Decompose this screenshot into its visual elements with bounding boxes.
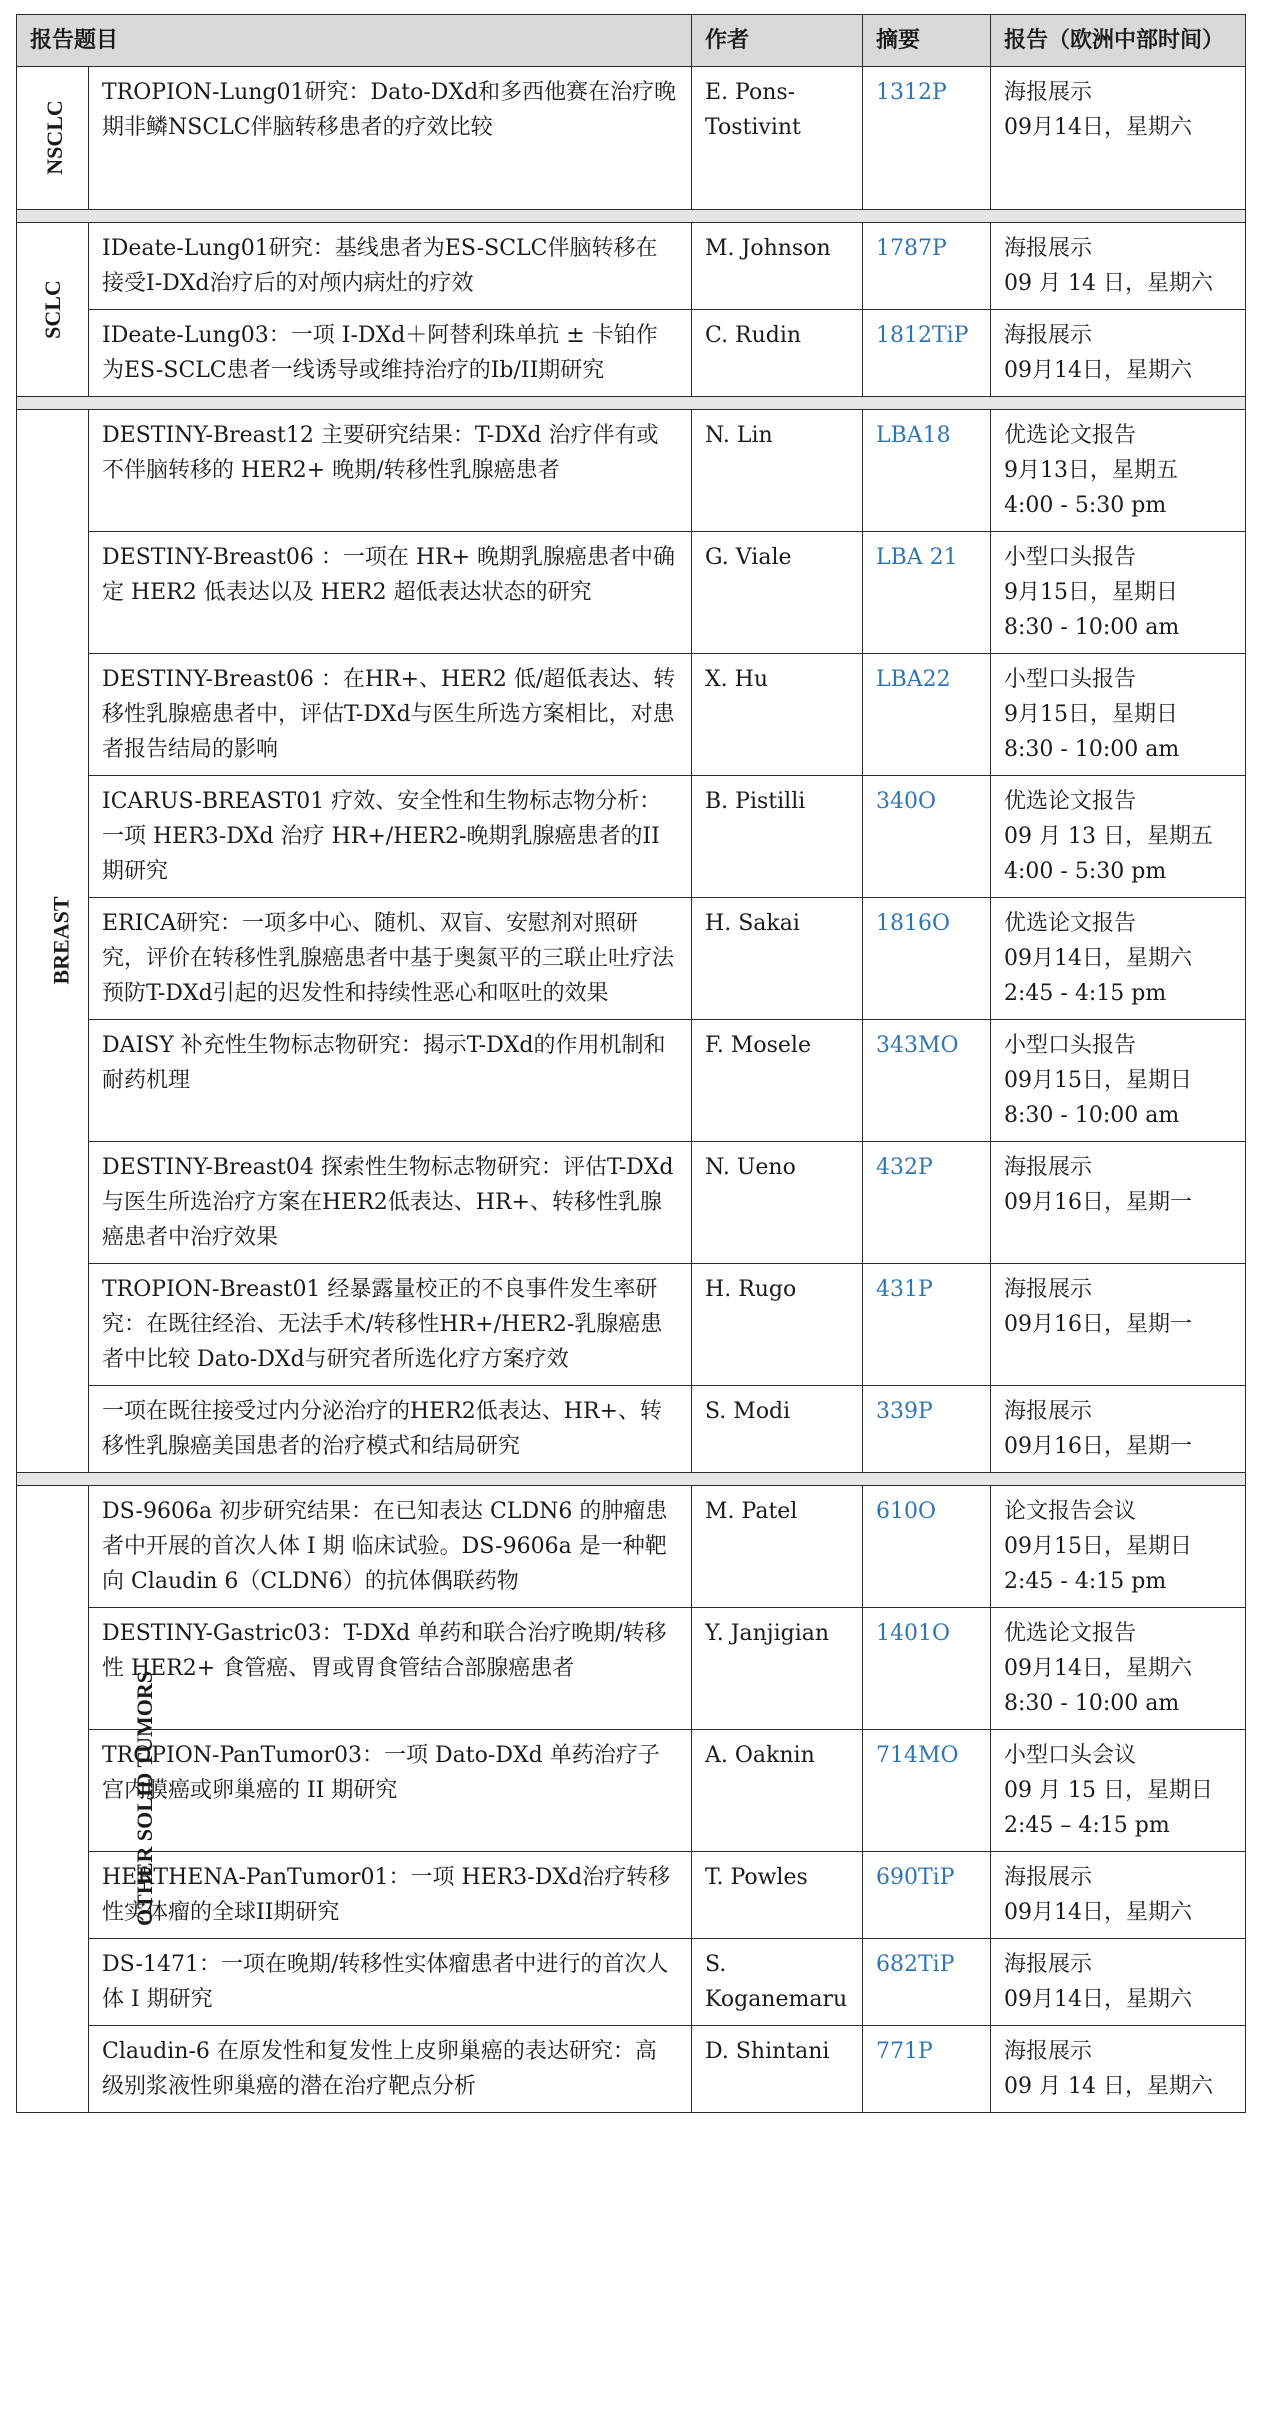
presentation-table — [16, 14, 1246, 2113]
report-line: 09月16日，星期一 — [1004, 1190, 1193, 1215]
report-line: 9月13日，星期五 — [1004, 458, 1179, 483]
report-info — [991, 2026, 1246, 2113]
report-line: 09月15日，星期日 — [1004, 1534, 1193, 1559]
report-title: DESTINY-Breast06 ：一项在 HR+ 晚期乳腺癌患者中确定 HER2 低表达以及 HER2 超低表达状态的研究 — [89, 532, 692, 654]
abstract-link[interactable]: LBA18 — [863, 410, 991, 532]
author-name: T. Powles — [692, 1852, 863, 1939]
group-spacer-row — [17, 210, 1246, 223]
report-title: Claudin-6 在原发性和复发性上皮卵巢癌的表达研究：高级别浆液性卵巢癌的潜在治疗靶点分析 — [89, 2026, 692, 2113]
author-name: C. Rudin — [692, 310, 863, 397]
report-line: 海报展示 — [1004, 323, 1093, 348]
report-title: DESTINY-Gastric03：T-DXd 单药和联合治疗晚期/转移性 HER2+ 食管癌、胃或胃食管结合部腺癌患者 — [89, 1608, 692, 1730]
table-row — [17, 1852, 1246, 1939]
report-title: TROPION-Lung01研究：Dato-DXd和多西他赛在治疗晚期非鳞NSCLC伴脑转移患者的疗效比较 — [89, 67, 692, 210]
report-line: 海报展示 — [1004, 1277, 1093, 1302]
abstract-link[interactable]: 339P — [863, 1386, 991, 1473]
author-name: E. Pons-Tostivint — [692, 67, 863, 210]
report-info — [991, 532, 1246, 654]
abstract-link[interactable]: 610O — [863, 1486, 991, 1608]
group-label-cell — [17, 223, 89, 397]
report-line: 2:45 – 4:15 pm — [1004, 1813, 1170, 1838]
report-line: 海报展示 — [1004, 1155, 1093, 1180]
abstract-link[interactable]: 1787P — [863, 223, 991, 310]
report-title: DS-9606a 初步研究结果：在已知表达 CLDN6 的肿瘤患者中开展的首次人体 I 期 临床试验。DS-9606a 是一种靶向 Claudin 6（CLDN6）的抗体偶联药物 — [89, 1486, 692, 1608]
report-title: IDeate-Lung01研究：基线患者为ES-SCLC伴脑转移在接受I-DXd治疗后的对颅内病灶的疗效 — [89, 223, 692, 310]
group-spacer-row — [17, 1473, 1246, 1486]
header-report: 报告（欧洲中部时间） — [991, 15, 1246, 67]
report-line: 优选论文报告 — [1004, 911, 1137, 936]
abstract-link[interactable]: 340O — [863, 776, 991, 898]
author-name: Y. Janjigian — [692, 1608, 863, 1730]
report-title: 一项在既往接受过内分泌治疗的HER2低表达、HR+、转移性乳腺癌美国患者的治疗模式和结局研究 — [89, 1386, 692, 1473]
author-name: S. Koganemaru — [692, 1939, 863, 2026]
header-title: 报告题目 — [17, 15, 692, 67]
group-spacer-row — [17, 397, 1246, 410]
author-name: N. Ueno — [692, 1142, 863, 1264]
report-line: 9月15日，星期日 — [1004, 702, 1179, 727]
table-row — [17, 1020, 1246, 1142]
report-line: 09月14日，星期六 — [1004, 358, 1193, 383]
report-line: 4:00 - 5:30 pm — [1004, 493, 1167, 518]
report-info — [991, 310, 1246, 397]
report-line: 小型口头报告 — [1004, 667, 1137, 692]
author-name: D. Shintani — [692, 2026, 863, 2113]
report-line: 09月16日，星期一 — [1004, 1312, 1193, 1337]
group-label: BREAST — [48, 896, 74, 985]
report-info — [991, 1264, 1246, 1386]
report-line: 优选论文报告 — [1004, 423, 1137, 448]
report-line: 8:30 - 10:00 am — [1004, 615, 1180, 640]
report-info — [991, 67, 1246, 210]
report-info — [991, 776, 1246, 898]
report-line: 8:30 - 10:00 am — [1004, 1103, 1180, 1128]
report-line: 海报展示 — [1004, 2039, 1093, 2064]
group-label: SCLC — [40, 279, 65, 339]
abstract-link[interactable]: 690TiP — [863, 1852, 991, 1939]
report-line: 9月15日，星期日 — [1004, 580, 1179, 605]
abstract-link[interactable]: 1812TiP — [863, 310, 991, 397]
report-title: TROPION-PanTumor03：一项 Dato-DXd 单药治疗子宫内膜癌或卵巢癌的 II 期研究 — [89, 1730, 692, 1852]
header-abstract: 摘要 — [863, 15, 991, 67]
report-line: 海报展示 — [1004, 80, 1093, 105]
report-info — [991, 1852, 1246, 1939]
author-name: M. Patel — [692, 1486, 863, 1608]
table-row — [17, 310, 1246, 397]
group-label: OTHER SOLID TUMORS — [132, 1670, 158, 1927]
author-name: X. Hu — [692, 654, 863, 776]
report-line: 小型口头会议 — [1004, 1743, 1137, 1768]
author-name: F. Mosele — [692, 1020, 863, 1142]
report-title: DESTINY-Breast06 ：在HR+、HER2 低/超低表达、转移性乳腺癌患者中，评估T-DXd与医生所选方案相比，对患者报告结局的影响 — [89, 654, 692, 776]
abstract-link[interactable]: 1312P — [863, 67, 991, 210]
report-line: 2:45 - 4:15 pm — [1004, 981, 1167, 1006]
table-row — [17, 410, 1246, 532]
report-line: 09 月 13 日，星期五 — [1004, 824, 1213, 849]
report-line: 2:45 - 4:15 pm — [1004, 1569, 1167, 1594]
report-line: 09 月 14 日，星期六 — [1004, 271, 1213, 296]
report-line: 09 月 14 日，星期六 — [1004, 2074, 1213, 2099]
report-line: 论文报告会议 — [1004, 1499, 1137, 1524]
abstract-link[interactable]: LBA22 — [863, 654, 991, 776]
report-info — [991, 654, 1246, 776]
report-line: 优选论文报告 — [1004, 789, 1137, 814]
table-row — [17, 1939, 1246, 2026]
table-row — [17, 67, 1246, 210]
table-row — [17, 1486, 1246, 1608]
group-label: NSCLC — [41, 100, 67, 175]
table-row — [17, 776, 1246, 898]
report-line: 8:30 - 10:00 am — [1004, 737, 1180, 762]
report-title: DESTINY-Breast12 主要研究结果：T-DXd 治疗伴有或不伴脑转移的 HER2+ 晚期/转移性乳腺癌患者 — [89, 410, 692, 532]
report-line: 小型口头报告 — [1004, 545, 1137, 570]
report-info — [991, 223, 1246, 310]
abstract-link[interactable]: 1816O — [863, 898, 991, 1020]
author-name: H. Rugo — [692, 1264, 863, 1386]
table-row — [17, 1142, 1246, 1264]
report-line: 09月16日，星期一 — [1004, 1434, 1193, 1459]
report-line: 优选论文报告 — [1004, 1621, 1137, 1646]
abstract-link[interactable]: 714MO — [863, 1730, 991, 1852]
report-info — [991, 1486, 1246, 1608]
abstract-link[interactable]: 1401O — [863, 1608, 991, 1730]
abstract-link[interactable]: 343MO — [863, 1020, 991, 1142]
table-row — [17, 1730, 1246, 1852]
report-line: 09月14日，星期六 — [1004, 1987, 1193, 2012]
report-title: DS-1471：一项在晚期/转移性实体瘤患者中进行的首次人体 I 期研究 — [89, 1939, 692, 2026]
report-line: 海报展示 — [1004, 236, 1093, 261]
group-label-cell — [17, 1486, 158, 2113]
report-info — [991, 410, 1246, 532]
group-label-cell — [17, 67, 89, 210]
author-name: S. Modi — [692, 1386, 863, 1473]
report-line: 09月14日，星期六 — [1004, 1656, 1193, 1681]
report-info — [991, 898, 1246, 1020]
report-title: TROPION-Breast01 经暴露量校正的不良事件发生率研究：在既往经治、无法手术/转移性HR+/HER2-乳腺癌患者中比较 Dato-DXd与研究者所选化疗方案疗效 — [89, 1264, 692, 1386]
report-title: DESTINY-Breast04 探索性生物标志物研究：评估T-DXd与医生所选治疗方案在HER2低表达、HR+、转移性乳腺癌患者中治疗效果 — [89, 1142, 692, 1264]
table-header-row — [17, 15, 1246, 67]
author-name: A. Oaknin — [692, 1730, 863, 1852]
table-row — [17, 532, 1246, 654]
report-line: 8:30 - 10:00 am — [1004, 1691, 1180, 1716]
report-line: 海报展示 — [1004, 1952, 1093, 1977]
abstract-link[interactable]: LBA 21 — [863, 532, 991, 654]
group-label-cell — [17, 410, 89, 1473]
author-name: B. Pistilli — [692, 776, 863, 898]
table-row — [17, 1386, 1246, 1473]
abstract-link[interactable]: 682TiP — [863, 1939, 991, 2026]
abstract-link[interactable]: 431P — [863, 1264, 991, 1386]
report-info — [991, 1142, 1246, 1264]
table-row — [17, 1264, 1246, 1386]
report-line: 09月14日，星期六 — [1004, 1900, 1193, 1925]
report-title: IDeate-Lung03：一项 I-DXd＋阿替利珠单抗 ± 卡铂作为ES-SCLC患者一线诱导或维持治疗的Ib/II期研究 — [89, 310, 692, 397]
report-line: 海报展示 — [1004, 1399, 1093, 1424]
report-title: HERTHENA-PanTumor01：一项 HER3-DXd治疗转移性实体瘤的全球II期研究 — [89, 1852, 692, 1939]
report-info — [991, 1730, 1246, 1852]
table-row — [17, 2026, 1246, 2113]
abstract-link[interactable]: 771P — [863, 2026, 991, 2113]
report-title: ERICA研究：一项多中心、随机、双盲、安慰剂对照研究，评价在转移性乳腺癌患者中基于奥氮平的三联止吐疗法预防T-DXd引起的迟发性和持续性恶心和呕吐的效果 — [89, 898, 692, 1020]
table-body — [17, 67, 1246, 2113]
table-row — [17, 1608, 1246, 1730]
header-author: 作者 — [692, 15, 863, 67]
table-row — [17, 898, 1246, 1020]
report-line: 09月14日，星期六 — [1004, 115, 1193, 140]
report-info — [991, 1386, 1246, 1473]
report-line: 09月15日，星期日 — [1004, 1068, 1193, 1093]
report-line: 小型口头报告 — [1004, 1033, 1137, 1058]
report-line: 4:00 - 5:30 pm — [1004, 859, 1167, 884]
table-row — [17, 223, 1246, 310]
report-title: DAISY 补充性生物标志物研究：揭示T-DXd的作用机制和耐药机理 — [89, 1020, 692, 1142]
report-info — [991, 1608, 1246, 1730]
abstract-link[interactable]: 432P — [863, 1142, 991, 1264]
author-name: H. Sakai — [692, 898, 863, 1020]
report-title: ICARUS-BREAST01 疗效、安全性和生物标志物分析：一项 HER3-DXd 治疗 HR+/HER2-晚期乳腺癌患者的II期研究 — [89, 776, 692, 898]
table-row — [17, 654, 1246, 776]
report-line: 海报展示 — [1004, 1865, 1093, 1890]
report-line: 09月14日，星期六 — [1004, 946, 1193, 971]
author-name: M. Johnson — [692, 223, 863, 310]
author-name: G. Viale — [692, 532, 863, 654]
report-info — [991, 1939, 1246, 2026]
report-line: 09 月 15 日，星期日 — [1004, 1778, 1213, 1803]
author-name: N. Lin — [692, 410, 863, 532]
report-info — [991, 1020, 1246, 1142]
